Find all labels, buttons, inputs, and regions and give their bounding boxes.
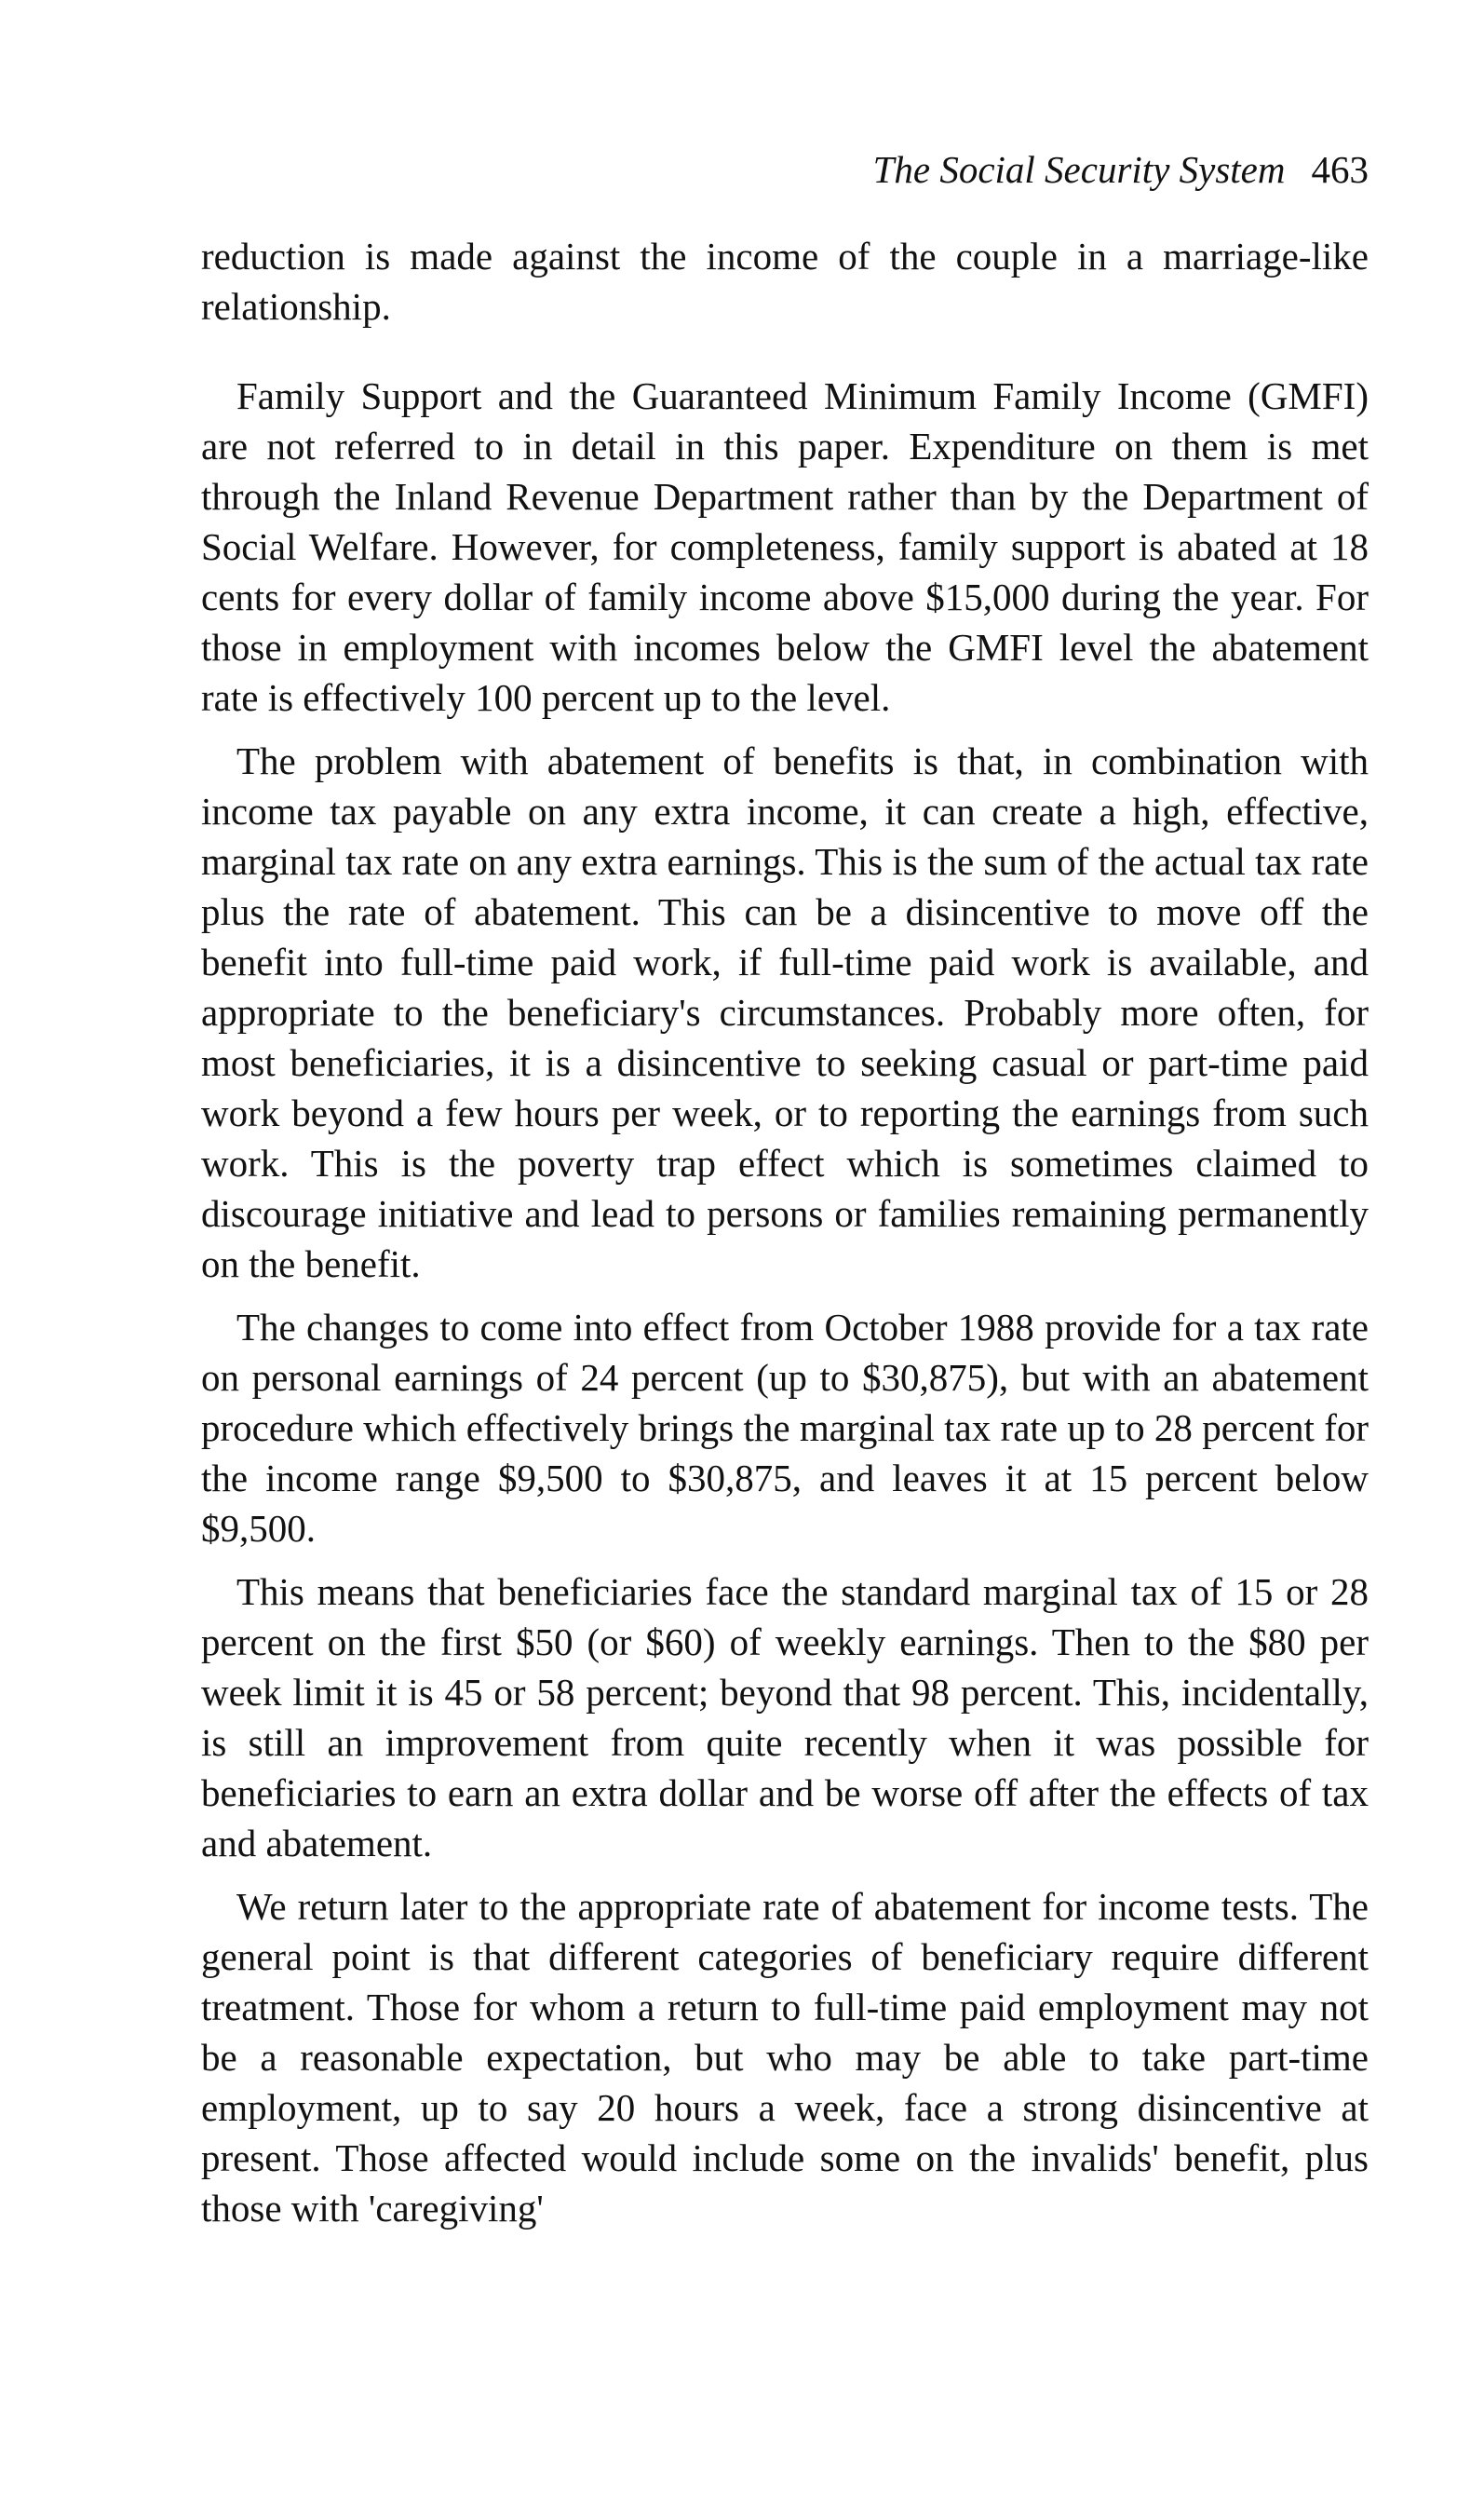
paragraph-family-support: Family Support and the Guaranteed Minimum Family Income (GMFI) are not referred to in detail in this paper. Expenditure on them is met through the Inland Revenue Department rather than by the Department of Social Welfare. However, for completeness, family support is abated at 18 cents for every dollar of family income above $15,000 during the year. For those in employment with incomes below the GMFI level the abatement rate is effectively 100 percent up to the level. — [201, 374, 1369, 719]
paragraph-abatement-problem: The problem with abatement of benefits is that, in combination with income tax payable on any extra income, it can create a high, effective, marginal tax rate on any extra earnings. This is the sum of the actual tax rate plus the rate of abatement. This can be a disincentive to move off the benefit into full-time paid work, if full-time paid work is available, and appropriate to the beneficiary's circumstances. Probably more often, for most beneficiaries, it is a disincentive to seeking casual or part-time paid work beyond a few hours per week, or to reporting the earnings from such work. This is the poverty trap effect which is sometimes claimed to discourage initiative and lead to persons or families remaining permanently on the benefit. — [201, 739, 1369, 1285]
paragraph-october-changes: The changes to come into effect from October 1988 provide for a tax rate on personal earnings of 24 percent (up to $30,875), but with an abatement procedure which effectively brings the marginal tax rate up to 28 percent for the income range $9,500 to $30,875, and leaves it at 15 percent below $9,500. — [201, 1306, 1369, 1550]
page-number: 463 — [1311, 148, 1369, 191]
running-head — [873, 142, 1369, 197]
paragraph-continued: reduction is made against the income of the couple in a marriage-like relationship. — [201, 235, 1369, 328]
running-title: The Social Security System — [872, 148, 1286, 191]
paragraph-abatement-rate: We return later to the appropriate rate of abatement for income tests. The general point is that different categories of beneficiary require different treatment. Those for whom a return to full-time paid employment may not be a reasonable expectation, but who may be able to take part-time employment, up to say 20 hours a week, face a strong disincentive at present. Those affected would include some on the invalids' benefit, plus those with 'caregiving' — [201, 1885, 1369, 2230]
body-text — [201, 231, 1369, 2233]
paragraph-marginal-tax: This means that beneficiaries face the standard marginal tax of 15 or 28 percent on the first $50 (or $60) of weekly earnings. Then to the $80 per week limit it is 45 or 58 percent; beyond that 98 percent. This, incidentally, is still an improvement from quite recently when it was possible for beneficiaries to earn an extra dollar and be worse off after the effects of tax and abatement. — [201, 1570, 1369, 1864]
